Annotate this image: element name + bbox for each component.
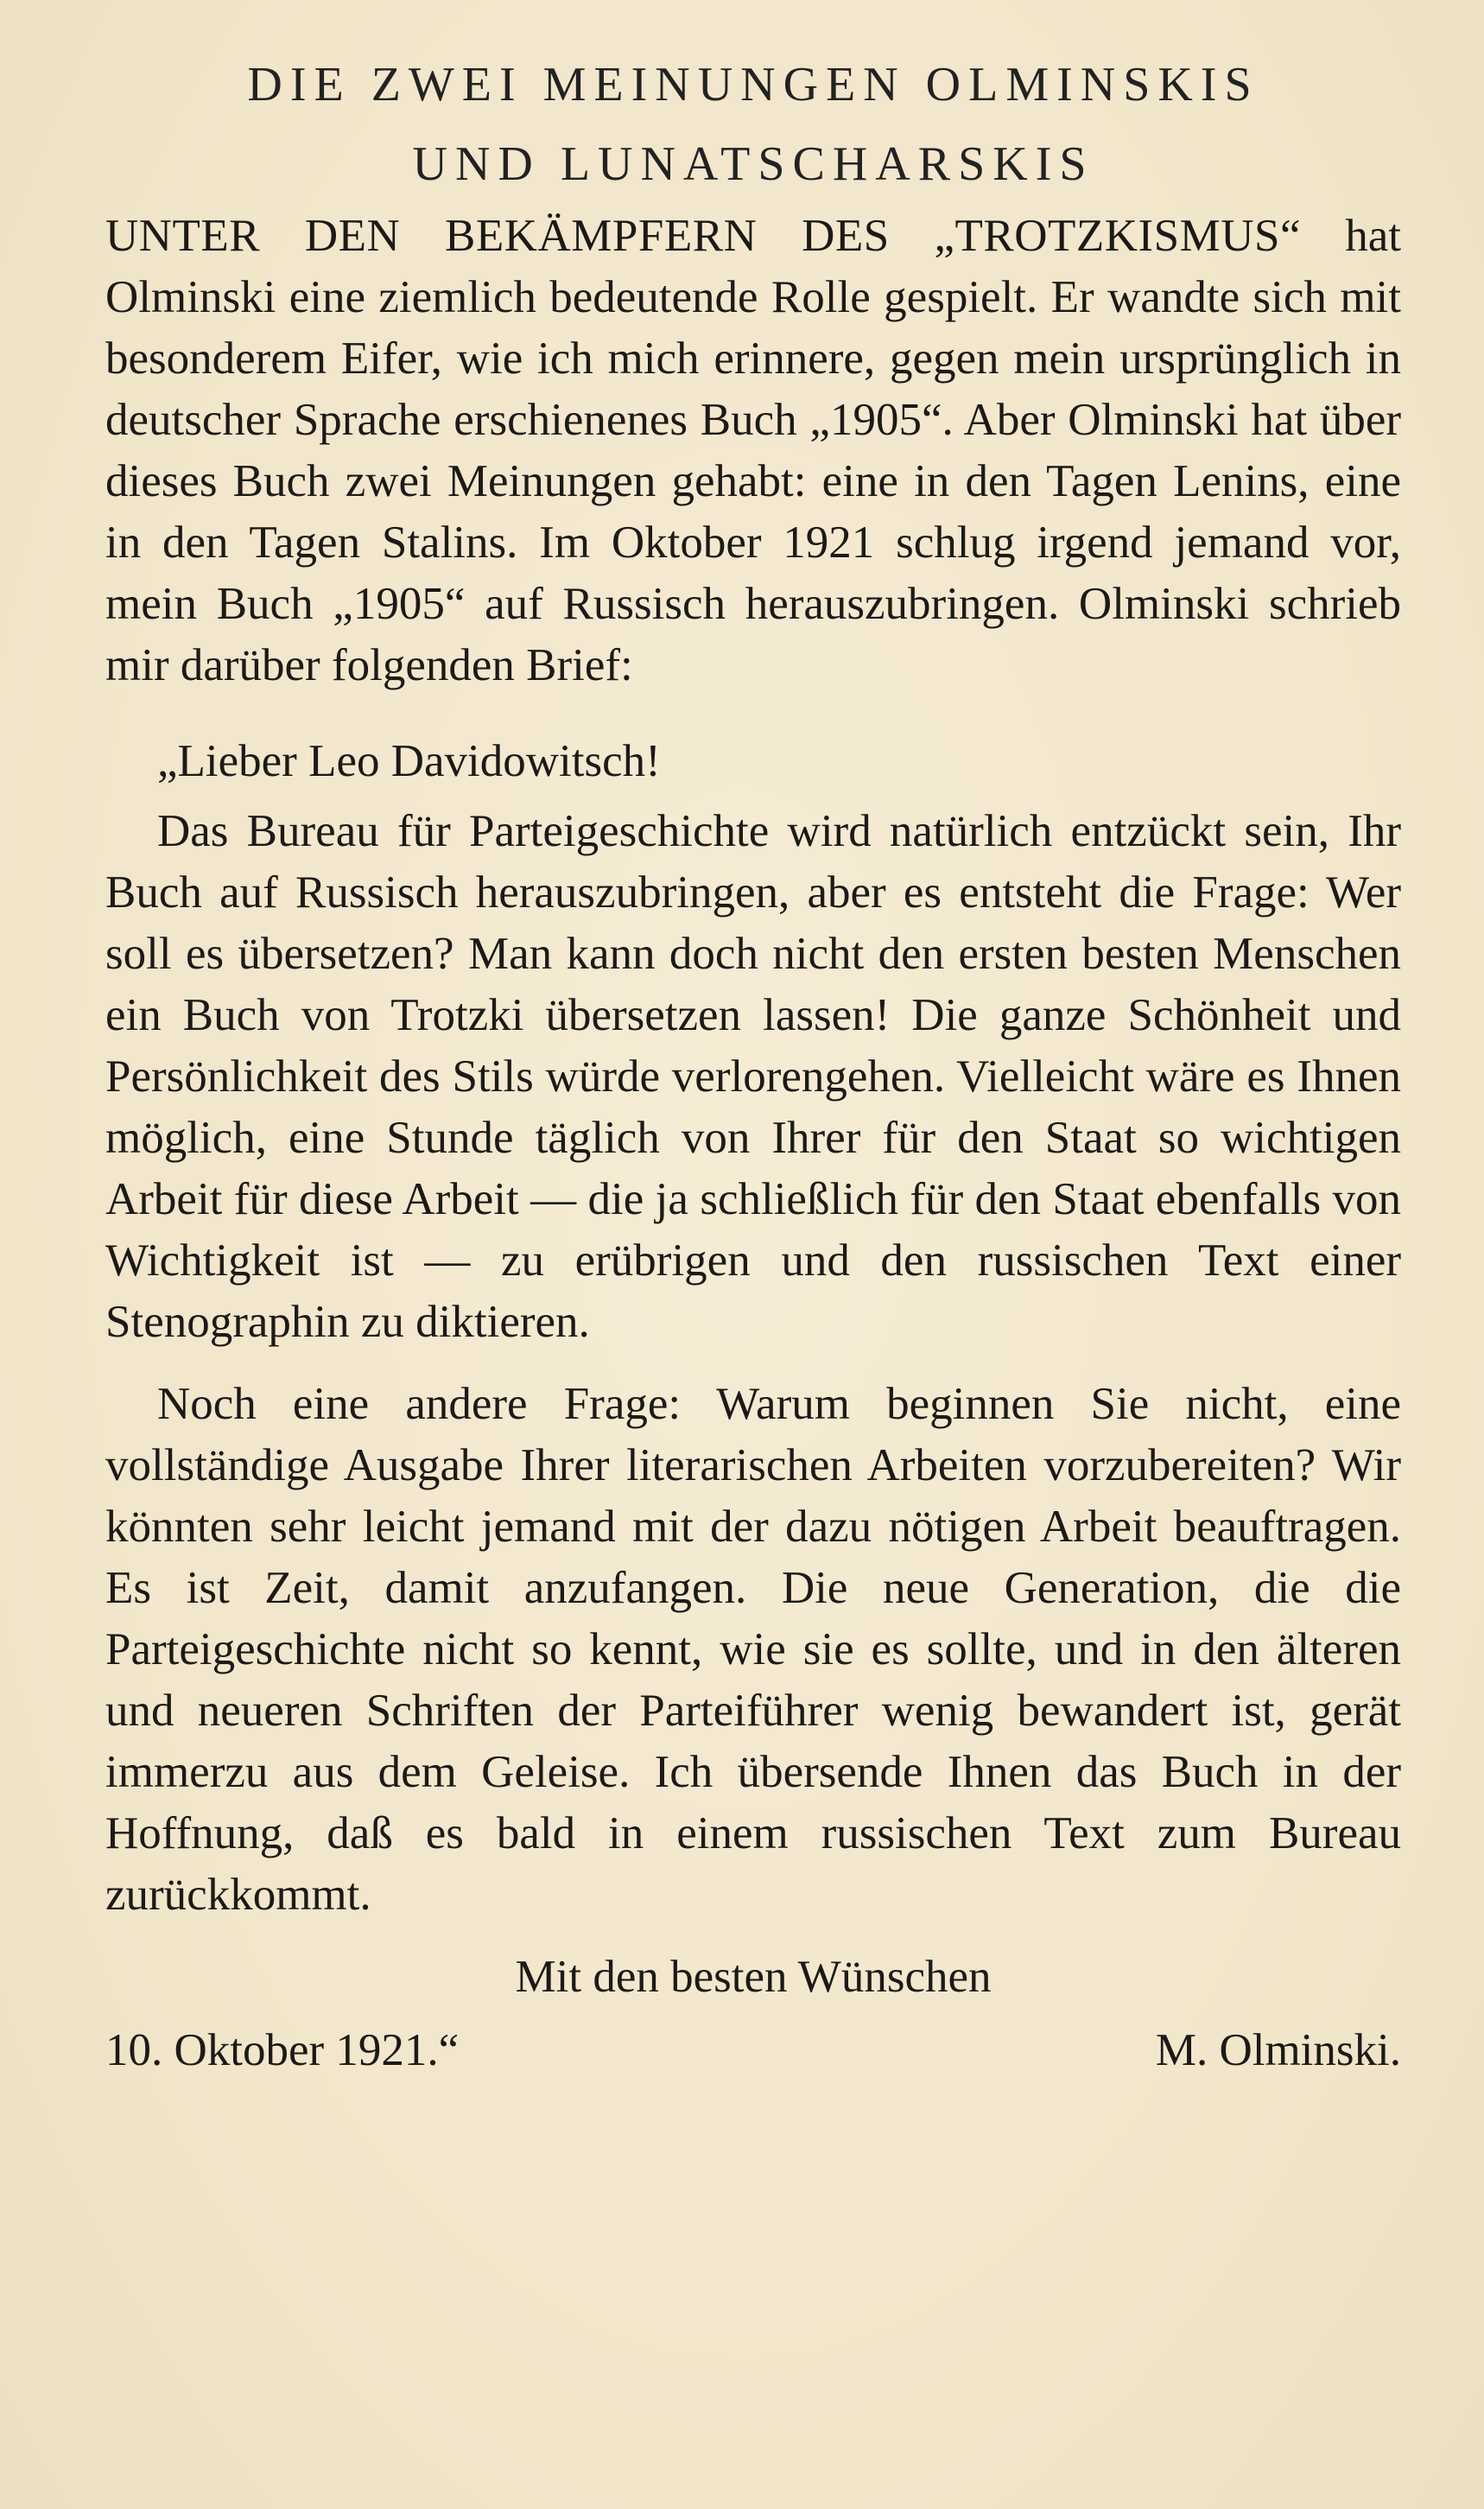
letter-sign-row bbox=[105, 2020, 1401, 2081]
letter-paragraph-1: Das Bureau für Parteigeschichte wird natürlich entzückt sein, Ihr Buch auf Russisch herauszubringen, aber es entsteht die Frage: Wer soll es übersetzen? Man kann doch nicht den ersten besten Menschen ein Buch von Trotzki übersetzen lassen! Die ganze Schönheit und Persönlichkeit des Stils würde verlorengehen. Vielleicht wäre es Ihnen möglich, eine Stunde täglich von Ihrer für den Staat so wichtigen Arbeit für diese Arbeit — die ja schließlich für den Staat ebenfalls von Wichtigkeit ist — zu erübrigen und den russischen Text einer Stenographin zu diktieren. bbox=[105, 806, 1401, 1347]
intro-caps-lead: UNTER DEN BEKÄMPFERN DES „TROTZKISMUS“ bbox=[105, 211, 1302, 261]
intro-paragraph bbox=[105, 206, 1401, 696]
intro-text: hat Olminski eine ziemlich bedeutende Rolle gespielt. Er wandte sich mit besonderem Eifer, wie ich mich erinnere, gegen mein ursprünglich in deutscher Sprache erschienenes Buch „1905“. Aber Olminski hat über dieses Buch zwei Meinungen gehabt: eine in den Tagen Lenins, eine in den Tagen Stalins. Im Oktober 1921 schlug irgend jemand vor, mein Buch „1905“ auf Russisch herauszubringen. Olminski schrieb mir darüber folgenden Brief: bbox=[105, 211, 1401, 690]
chapter-heading-line-2: UND LUNATSCHARSKIS bbox=[412, 137, 1094, 191]
letter-paragraph-2: Noch eine andere Frage: Warum beginnen Sie nicht, eine vollständige Ausgabe Ihrer literarischen Arbeiten vorzubereiten? Wir könnten sehr leicht jemand mit der dazu nötigen Arbeit beauftragen. Es ist Zeit, damit anzufangen. Die neue Generation, die die Parteigeschichte nicht so kennt, wie sie es sollte, und in den älteren und neueren Schriften der Parteiführer wenig bewandert ist, gerät immerzu aus dem Geleise. Ich übersende Ihnen das Buch in der Hoffnung, daß es bald in einem russischen Text zum Bureau zurückkommt. bbox=[105, 1379, 1401, 1920]
letter-date: 10. Oktober 1921.“ bbox=[105, 2025, 460, 2075]
letter-closing: Mit den besten Wünschen bbox=[515, 1952, 992, 2002]
chapter-heading bbox=[105, 45, 1401, 204]
letter-signature: M. Olminski. bbox=[1155, 2025, 1401, 2075]
letter-salutation: „Lieber Leo Davidowitsch! bbox=[157, 736, 661, 786]
chapter-heading-line-1: DIE ZWEI MEINUNGEN OLMINSKIS bbox=[247, 58, 1259, 111]
body-text bbox=[105, 206, 1401, 2081]
